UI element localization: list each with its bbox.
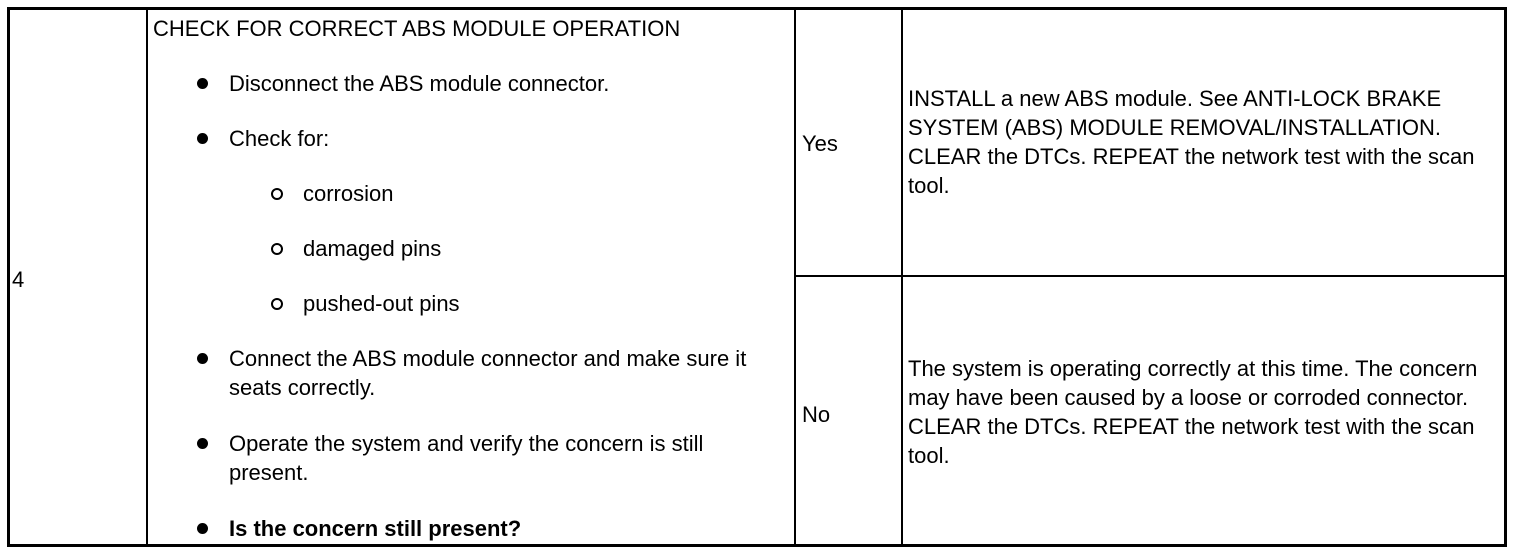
check-item: pushed-out pins xyxy=(303,291,460,316)
bullet-icon xyxy=(197,353,208,364)
check-item: damaged pins xyxy=(303,236,442,261)
row-divider-yes-no xyxy=(794,275,1507,277)
sub-bullet-icon xyxy=(271,298,283,310)
step-heading: CHECK FOR CORRECT ABS MODULE OPERATION xyxy=(153,16,681,41)
column-divider-step xyxy=(146,7,148,547)
step-number: 4 xyxy=(12,267,25,292)
sub-bullet-icon xyxy=(271,188,283,200)
sub-bullet-icon xyxy=(271,243,283,255)
result-no-label: No xyxy=(802,402,831,427)
question-item: Is the concern still present? xyxy=(229,516,522,541)
bullet-icon xyxy=(197,133,208,144)
result-no-action: The system is operating correctly at this time. The concern may have been caused by a loose or corroded connector. CLEAR the DTCs. REPEAT the network test with the scan tool. xyxy=(908,356,1478,468)
bullet-icon xyxy=(197,78,208,89)
action-item: Check for: xyxy=(229,126,330,151)
check-item: corrosion xyxy=(303,181,394,206)
result-yes-label: Yes xyxy=(802,131,838,156)
bullet-icon xyxy=(197,438,208,449)
bullet-icon xyxy=(197,523,208,534)
column-divider-action xyxy=(794,7,796,547)
column-divider-result xyxy=(901,7,903,547)
result-yes-action: INSTALL a new ABS module. See ANTI-LOCK BRAKE SYSTEM (ABS) MODULE REMOVAL/INSTALLATION. CLEAR the DTCs. REPEAT the network test with the scan tool. xyxy=(908,86,1475,198)
action-item: Operate the system and verify the concern is still present. xyxy=(229,431,704,485)
action-item: Connect the ABS module connector and make sure it seats correctly. xyxy=(229,346,747,400)
action-item: Disconnect the ABS module connector. xyxy=(229,71,610,96)
